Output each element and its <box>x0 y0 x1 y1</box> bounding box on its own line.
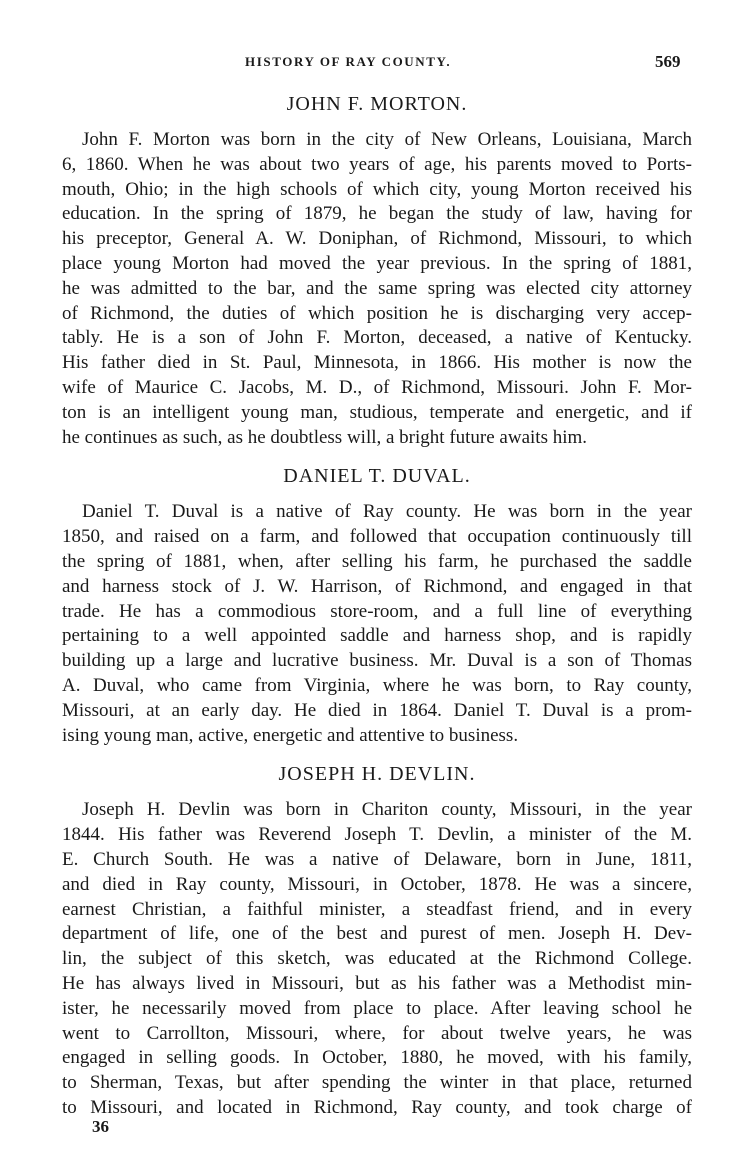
text-line: A. Duval, who came from Virginia, where he was born, to Ray county, <box>62 674 692 696</box>
text-line: he was admitted to the bar, and the same spring was elected city attorney <box>62 277 692 299</box>
text-line: pertaining to a well appointed saddle and harness shop, and is rapidly <box>62 625 692 647</box>
page-body <box>62 92 692 1135</box>
text-line: He has always lived in Missouri, but as his father was a Methodist min- <box>62 972 692 994</box>
text-line: engaged in selling goods. In October, 1880, he moved, with his family, <box>62 1047 692 1069</box>
paragraph <box>62 500 692 748</box>
signature-mark: 36 <box>92 1117 109 1136</box>
text-line: trade. He has a commodious store-room, and a full line of everything <box>62 600 692 622</box>
text-line: and harness stock of J. W. Harrison, of Richmond, and engaged in that <box>62 575 692 597</box>
running-head <box>0 52 744 74</box>
text-line: he continues as such, as he doubtless will, a bright future awaits him. <box>62 426 588 448</box>
text-line: building up a large and lucrative business. Mr. Duval is a son of Thomas <box>62 650 692 672</box>
text-line: 1850, and raised on a farm, and followed that occupation continuously till <box>62 526 692 548</box>
text-line: the spring of 1881, when, after selling his farm, he purchased the saddle <box>62 550 692 572</box>
text-line: ton is an intelligent young man, studious, temperate and energetic, and if <box>62 401 692 423</box>
text-line: Joseph H. Devlin was born in Chariton county, Missouri, in the year <box>82 799 692 821</box>
text-line: to Missouri, and located in Richmond, Ray county, and took charge of <box>62 1096 692 1118</box>
text-line: Daniel T. Duval is a native of Ray county. He was born in the year <box>82 501 692 523</box>
page-number: 569 <box>655 52 681 71</box>
text-line: E. Church South. He was a native of Delaware, born in June, 1811, <box>62 848 692 870</box>
paragraph <box>62 128 692 450</box>
section-heading: JOHN F. MORTON. <box>286 93 468 115</box>
text-line: ising young man, active, energetic and attentive to business. <box>62 724 519 746</box>
text-line: Missouri, at an early day. He died in 1864. Daniel T. Duval is a prom- <box>62 699 692 721</box>
text-line: department of life, one of the best and purest of men. Joseph H. Dev- <box>62 923 692 945</box>
section-heading: JOSEPH H. DEVLIN. <box>278 763 476 786</box>
section-heading: DANIEL T. DUVAL. <box>283 465 471 488</box>
text-line: to Sherman, Texas, but after spending the winter in that place, returned <box>62 1072 692 1094</box>
text-line: wife of Maurice C. Jacobs, M. D., of Richmond, Missouri. John F. Mor- <box>62 376 692 398</box>
text-line: his preceptor, General A. W. Doniphan, of Richmond, Missouri, to which <box>62 228 692 250</box>
text-line: place young Morton had moved the year previous. In the spring of 1881, <box>62 252 692 274</box>
text-line: went to Carrollton, Missouri, where, for about twelve years, he was <box>62 1022 692 1044</box>
text-line: His father died in St. Paul, Minnesota, in 1866. His mother is now the <box>62 352 692 374</box>
running-title: HISTORY OF RAY COUNTY. <box>245 54 452 69</box>
text-line: of Richmond, the duties of which position he is discharging very accep- <box>62 302 692 324</box>
text-line: earnest Christian, a faithful minister, a steadfast friend, and in every <box>62 898 692 920</box>
text-line: 6, 1860. When he was about two years of age, his parents moved to Ports- <box>62 153 692 175</box>
text-line: John F. Morton was born in the city of New Orleans, Louisiana, March <box>82 129 692 150</box>
text-line: education. In the spring of 1879, he began the study of law, having for <box>62 203 692 225</box>
text-line: and died in Ray county, Missouri, in October, 1878. He was a sincere, <box>62 873 692 895</box>
text-line: 1844. His father was Reverend Joseph T. Devlin, a minister of the M. <box>62 824 692 846</box>
text-line: lin, the subject of this sketch, was educated at the Richmond College. <box>62 948 692 970</box>
text-line: tably. He is a son of John F. Morton, deceased, a native of Kentucky. <box>62 327 692 349</box>
text-line: mouth, Ohio; in the high schools of which city, young Morton received his <box>62 178 692 200</box>
paragraph <box>62 798 692 1120</box>
text-line: ister, he necessarily moved from place to place. After leaving school he <box>62 997 692 1019</box>
